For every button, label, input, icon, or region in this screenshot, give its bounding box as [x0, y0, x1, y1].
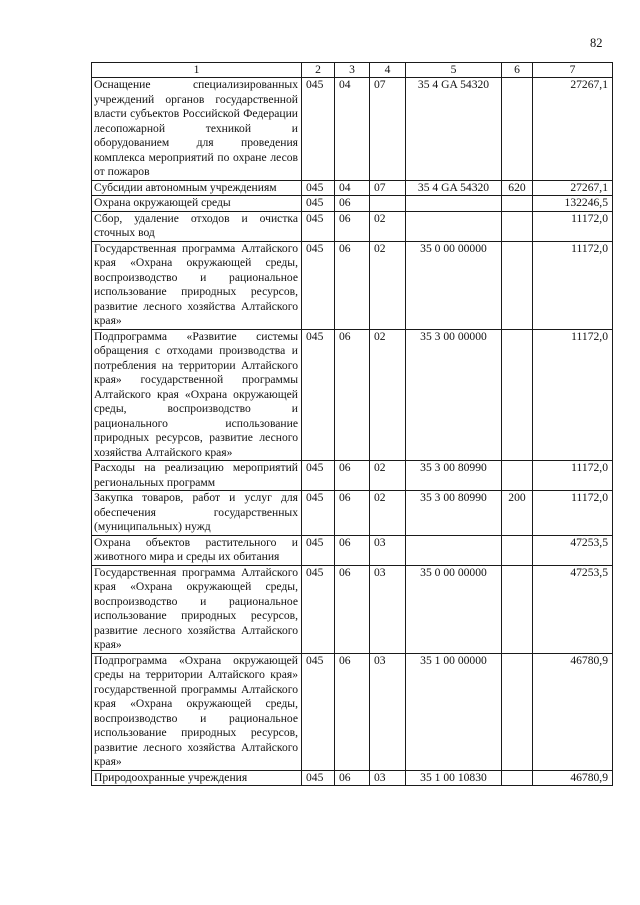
row-sum: 11172,0 [533, 241, 613, 329]
table-row [92, 653, 613, 770]
row-name: Расходы на реализацию мероприятий региональных программ [92, 461, 302, 491]
row-sum: 11172,0 [533, 329, 613, 461]
column-header-7: 7 [533, 63, 613, 78]
column-header-3: 3 [335, 63, 370, 78]
row-name: Закупка товаров, работ и услуг для обеспечения государственных (муниципальных) нужд [92, 491, 302, 536]
row-sum: 46780,9 [533, 770, 613, 786]
row-expense-type [502, 653, 533, 770]
row-expense-type [502, 241, 533, 329]
row-expense-type [502, 329, 533, 461]
row-subsection: 07 [370, 78, 406, 181]
table-row [92, 78, 613, 181]
table-row [92, 241, 613, 329]
row-target-code: 35 3 00 80990 [406, 491, 502, 536]
row-section: 06 [335, 241, 370, 329]
row-name: Охрана объектов растительного и животного мира и среды их обитания [92, 535, 302, 565]
table-row [92, 535, 613, 565]
page-number: 82 [590, 36, 603, 50]
row-subsection: 02 [370, 491, 406, 536]
row-sum: 11172,0 [533, 211, 613, 241]
row-name: Охрана окружающей среды [92, 196, 302, 212]
row-name: Подпрограмма «Развитие системы обращения с отходами производства и потребления на территории Алтайского края» государственной программы Алтайского края «Охрана окружающей среды, воспроизводство и рационального использование природных ресурсов, развитие лесного хозяйства Алтайского края» [92, 329, 302, 461]
column-header-6: 6 [502, 63, 533, 78]
row-subsection: 03 [370, 565, 406, 653]
table-row [92, 196, 613, 212]
row-sum: 46780,9 [533, 653, 613, 770]
row-section: 06 [335, 196, 370, 212]
column-header-5: 5 [406, 63, 502, 78]
table-row [92, 180, 613, 196]
row-target-code: 35 0 00 00000 [406, 565, 502, 653]
row-subsection: 02 [370, 241, 406, 329]
row-sum: 47253,5 [533, 565, 613, 653]
row-subsection: 03 [370, 770, 406, 786]
row-name: Сбор, удаление отходов и очистка сточных вод [92, 211, 302, 241]
row-expense-type [502, 78, 533, 181]
column-header-1: 1 [92, 63, 302, 78]
row-target-code [406, 535, 502, 565]
row-expense-type [502, 535, 533, 565]
row-sum: 47253,5 [533, 535, 613, 565]
row-subsection: 02 [370, 329, 406, 461]
row-target-code [406, 211, 502, 241]
row-section: 06 [335, 211, 370, 241]
row-sum: 132246,5 [533, 196, 613, 212]
row-grbs: 045 [302, 491, 335, 536]
row-section: 06 [335, 565, 370, 653]
table-row [92, 491, 613, 536]
column-header-4: 4 [370, 63, 406, 78]
row-grbs: 045 [302, 535, 335, 565]
row-target-code: 35 1 00 10830 [406, 770, 502, 786]
row-target-code: 35 4 GA 54320 [406, 78, 502, 181]
row-sum: 11172,0 [533, 491, 613, 536]
row-section: 06 [335, 770, 370, 786]
row-name: Природоохранные учреждения [92, 770, 302, 786]
row-name: Оснащение специализированных учреждений органов государственной власти субъектов Российской Федерации лесопожарной техникой и оборудованием для проведения комплекса мероприятий по охране лесов от пожаров [92, 78, 302, 181]
row-subsection [370, 196, 406, 212]
row-grbs: 045 [302, 461, 335, 491]
row-name: Субсидии автономным учреждениям [92, 180, 302, 196]
row-subsection: 03 [370, 535, 406, 565]
row-expense-type [502, 770, 533, 786]
row-name: Государственная программа Алтайского края «Охрана окружающей среды, воспроизводство и рациональное использование природных ресурсов, развитие лесного хозяйства Алтайского края» [92, 241, 302, 329]
row-expense-type [502, 461, 533, 491]
row-expense-type [502, 211, 533, 241]
table-row [92, 211, 613, 241]
row-expense-type [502, 196, 533, 212]
row-grbs: 045 [302, 565, 335, 653]
row-expense-type [502, 565, 533, 653]
row-expense-type: 620 [502, 180, 533, 196]
row-grbs: 045 [302, 770, 335, 786]
row-name: Государственная программа Алтайского края «Охрана окружающей среды, воспроизводство и рациональное использование природных ресурсов, развитие лесного хозяйства Алтайского края» [92, 565, 302, 653]
row-expense-type: 200 [502, 491, 533, 536]
row-section: 04 [335, 180, 370, 196]
table-row [92, 565, 613, 653]
row-grbs: 045 [302, 653, 335, 770]
column-header-2: 2 [302, 63, 335, 78]
table-row [92, 770, 613, 786]
budget-table [91, 62, 613, 786]
row-target-code [406, 196, 502, 212]
row-target-code: 35 4 GA 54320 [406, 180, 502, 196]
row-subsection: 07 [370, 180, 406, 196]
table-row [92, 461, 613, 491]
row-sum: 27267,1 [533, 180, 613, 196]
row-grbs: 045 [302, 196, 335, 212]
row-sum: 27267,1 [533, 78, 613, 181]
row-target-code: 35 1 00 00000 [406, 653, 502, 770]
row-section: 06 [335, 461, 370, 491]
row-target-code: 35 3 00 80990 [406, 461, 502, 491]
row-grbs: 045 [302, 78, 335, 181]
row-sum: 11172,0 [533, 461, 613, 491]
row-section: 04 [335, 78, 370, 181]
row-grbs: 045 [302, 180, 335, 196]
row-target-code: 35 3 00 00000 [406, 329, 502, 461]
row-grbs: 045 [302, 211, 335, 241]
row-grbs: 045 [302, 241, 335, 329]
row-section: 06 [335, 329, 370, 461]
header-row [92, 63, 613, 78]
row-section: 06 [335, 535, 370, 565]
row-section: 06 [335, 653, 370, 770]
table-row [92, 329, 613, 461]
row-target-code: 35 0 00 00000 [406, 241, 502, 329]
row-grbs: 045 [302, 329, 335, 461]
row-subsection: 03 [370, 653, 406, 770]
row-name: Подпрограмма «Охрана окружающей среды на территории Алтайского края» государственной программы Алтайского края «Охрана окружающей среды, воспроизводство и рациональное использование природных ресурсов, развитие лесного хозяйства Алтайского края» [92, 653, 302, 770]
row-section: 06 [335, 491, 370, 536]
row-subsection: 02 [370, 461, 406, 491]
row-subsection: 02 [370, 211, 406, 241]
